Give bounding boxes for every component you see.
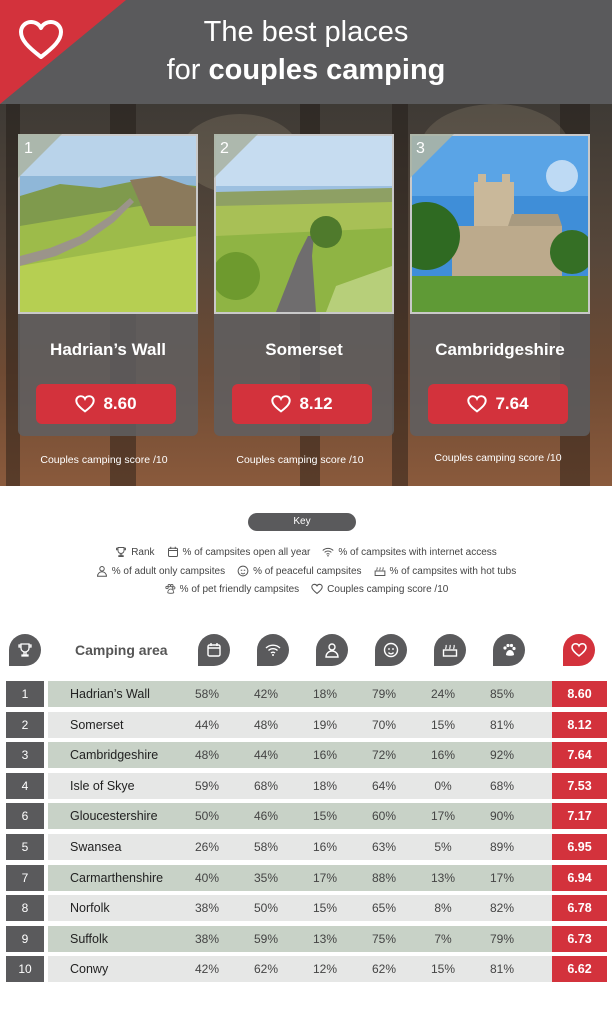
row-value: 18% [312,778,338,793]
row-value: 82% [489,901,515,916]
row-value: 92% [489,748,515,763]
key-item: % of adult only campsites [96,565,225,577]
row-score: 6.62 [552,956,607,982]
row-value: 81% [489,717,515,732]
row-value: 63% [371,840,397,854]
row-area: Swansea [70,840,122,854]
key-row-3 [0,583,612,595]
podium-rank: 3 [416,140,425,157]
row-area: Gloucestershire [70,809,158,824]
podium-card-2 [214,134,394,436]
podium-name: Cambridgeshire [435,340,565,359]
row-value: 42% [253,687,279,701]
heart-outline-icon [271,395,291,413]
row-value: 8% [434,901,452,916]
row-value: 65% [371,901,397,916]
row-value: 24% [430,687,456,701]
row-value: 19% [312,717,338,732]
row-value: 35% [253,870,279,885]
row-rank: 4 [6,773,44,799]
row-value: 62% [253,962,279,977]
row-value: 18% [312,687,338,701]
heart-outline-icon [75,395,95,413]
row-rank: 2 [6,712,44,738]
row-body [48,865,552,891]
podium-card-1 [18,134,198,436]
row-value: 79% [371,687,397,701]
key-item: % of pet friendly campsites [164,583,300,595]
table-row [6,803,607,829]
row-value: 16% [312,748,338,763]
row-value: 17% [430,809,456,824]
page-title-line2: for couples camping [166,54,446,86]
podium-rank: 1 [24,140,33,157]
row-value: 85% [489,687,515,701]
row-value: 59% [253,931,279,946]
row-value: 5% [434,840,452,854]
page-title-line1: The best places [203,16,409,48]
row-value: 58% [253,840,279,854]
peaceful-face-icon [375,634,407,666]
row-body [48,926,552,952]
peaceful-face-icon [237,565,249,577]
row-value: 48% [194,748,220,763]
key-item: % of campsites with internet access [322,546,496,558]
row-value: 48% [253,717,279,732]
table-row [6,773,607,799]
row-value: 40% [194,870,220,885]
score-caption: Couples camping score /10 [434,452,562,464]
key-item: % of campsites with hot tubs [374,565,517,577]
row-value: 16% [312,840,338,854]
key-row-1 [0,546,612,558]
table-row [6,712,607,738]
row-value: 26% [194,840,220,854]
wifi-icon [257,634,289,666]
row-area: Somerset [70,717,124,732]
row-score: 6.94 [552,865,607,891]
heart-icon [311,583,323,595]
row-score: 6.95 [552,834,607,860]
row-body [48,742,552,768]
row-body [48,681,552,707]
row-value: 81% [489,962,515,977]
row-rank: 5 [6,834,44,860]
row-value: 75% [371,931,397,946]
podium-score-badge [232,384,372,424]
row-value: 58% [194,687,220,701]
table-row [6,681,607,707]
row-value: 46% [253,809,279,824]
row-body [48,956,552,982]
row-rank: 6 [6,803,44,829]
row-value: 15% [312,901,338,916]
row-body [48,712,552,738]
row-value: 16% [430,748,456,763]
row-value: 12% [312,962,338,977]
row-value: 89% [489,840,515,854]
row-value: 42% [194,962,220,977]
row-rank: 8 [6,895,44,921]
header [0,0,612,104]
paw-icon [493,634,525,666]
row-value: 17% [312,870,338,885]
row-value: 88% [371,870,397,885]
row-value: 60% [371,809,397,824]
row-score: 7.17 [552,803,607,829]
row-value: 13% [312,931,338,946]
podium-score: 7.64 [495,394,529,413]
row-value: 68% [489,778,515,793]
row-rank: 1 [6,681,44,707]
table-row [6,956,607,982]
wifi-icon [322,546,334,558]
heart-outline-icon [467,395,487,413]
row-value: 64% [371,778,397,793]
hot-tub-icon [434,634,466,666]
row-value: 0% [434,778,452,793]
row-score: 8.60 [552,681,607,707]
row-score: 7.64 [552,742,607,768]
podium-score-badge [36,384,176,424]
row-value: 15% [430,717,456,732]
podium-score: 8.12 [299,394,333,413]
row-area: Conwy [70,962,109,977]
row-score: 6.78 [552,895,607,921]
row-value: 15% [312,809,338,824]
row-value: 50% [253,901,279,916]
row-area: Suffolk [70,931,108,946]
trophy-icon [115,546,127,558]
table-row [6,834,607,860]
podium-name: Somerset [265,340,343,359]
podium-rank: 2 [220,140,229,157]
hot-tub-icon [374,565,386,577]
podium-score: 8.60 [103,394,137,413]
podium-name: Hadrian’s Wall [50,340,166,359]
row-body [48,895,552,921]
heart-icon [563,634,595,666]
row-value: 90% [489,809,515,824]
table-row [6,865,607,891]
row-value: 15% [430,962,456,977]
row-value: 17% [489,870,515,885]
row-value: 72% [371,748,397,763]
score-caption: Couples camping score /10 [236,454,364,466]
row-area: Norfolk [70,901,110,916]
row-score: 6.73 [552,926,607,952]
camping-area-header: Camping area [75,642,168,658]
row-value: 38% [194,931,220,946]
hero-background [0,104,612,486]
row-value: 70% [371,717,397,732]
person-icon [96,565,108,577]
row-area: Isle of Skye [70,778,135,793]
key-item: Couples camping score /10 [311,583,448,595]
row-body [48,803,552,829]
key-row-2 [0,565,612,577]
key-label: Key [248,513,356,531]
table-row [6,926,607,952]
row-body [48,773,552,799]
row-body [48,834,552,860]
row-score: 7.53 [552,773,607,799]
key-item: Rank [115,546,154,558]
table-row [6,895,607,921]
paw-icon [164,583,176,595]
key-item: % of campsites open all year [167,546,311,558]
trophy-icon [9,634,41,666]
row-value: 59% [194,778,220,793]
row-score: 8.12 [552,712,607,738]
person-icon [316,634,348,666]
table-row [6,742,607,768]
podium-card-3 [410,134,590,436]
row-value: 50% [194,809,220,824]
row-rank: 7 [6,865,44,891]
row-value: 44% [253,748,279,763]
row-value: 13% [430,870,456,885]
row-area: Carmarthenshire [70,870,164,885]
calendar-icon [167,546,179,558]
row-value: 44% [194,717,220,732]
row-rank: 10 [6,956,44,982]
row-area: Hadrian’s Wall [70,687,150,701]
row-value: 68% [253,778,279,793]
row-rank: 9 [6,926,44,952]
calendar-icon [198,634,230,666]
row-rank: 3 [6,742,44,768]
score-caption: Couples camping score /10 [40,454,168,466]
row-value: 79% [489,931,515,946]
row-value: 7% [434,931,452,946]
row-value: 62% [371,962,397,977]
row-value: 38% [194,901,220,916]
podium-score-badge [428,384,568,424]
key-item: % of peaceful campsites [237,565,361,577]
row-area: Cambridgeshire [70,748,159,763]
